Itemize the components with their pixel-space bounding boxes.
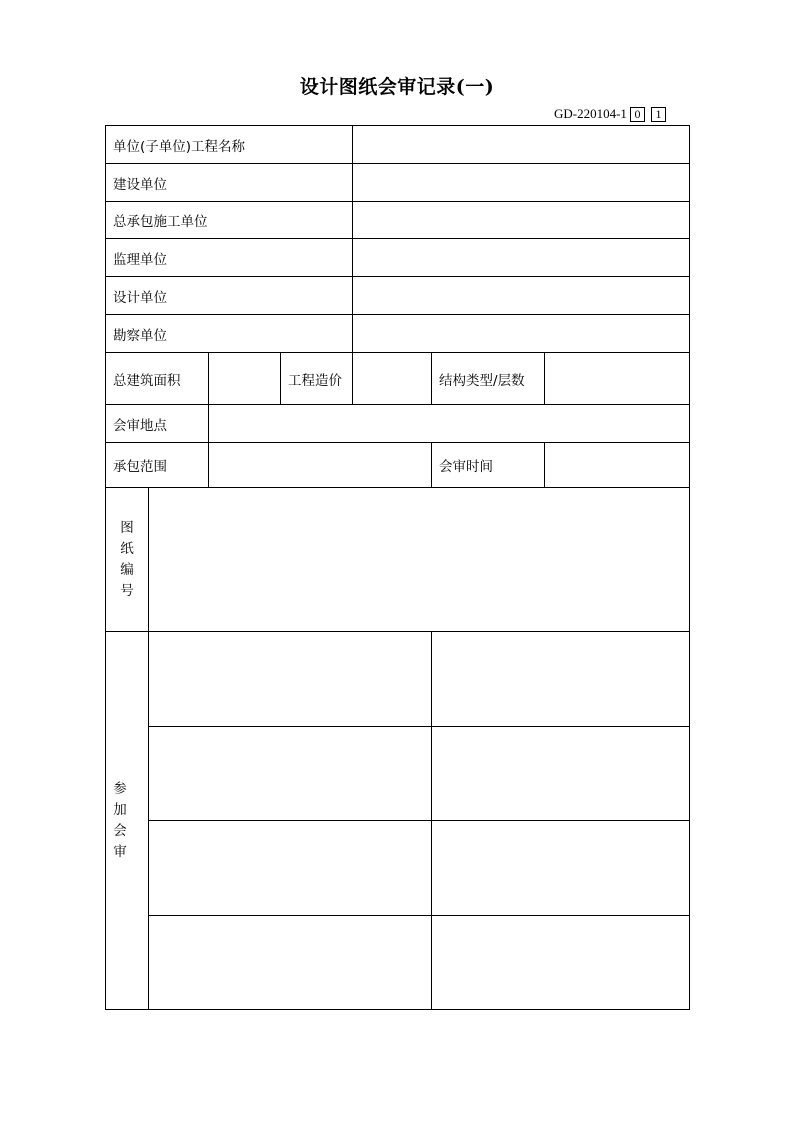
general-contractor-label: 总承包施工单位 <box>106 202 353 239</box>
participant-cell[interactable] <box>149 632 432 727</box>
document-code-box-2: 1 <box>651 107 666 122</box>
construction-unit-label: 建设单位 <box>106 164 353 202</box>
page-title: 设计图纸会审记录(一) <box>299 76 495 98</box>
project-cost-label: 工程造价 <box>281 353 353 405</box>
supervision-unit-field[interactable] <box>353 239 690 277</box>
project-name-label: 单位(子单位)工程名称 <box>106 126 353 164</box>
participant-cell[interactable] <box>432 632 690 727</box>
drawing-number-field[interactable] <box>149 488 690 632</box>
participant-cell[interactable] <box>432 916 690 1010</box>
project-cost-field[interactable] <box>353 353 432 405</box>
supervision-unit-label: 监理单位 <box>106 239 353 277</box>
participant-cell[interactable] <box>432 727 690 821</box>
document-code-box-1: 0 <box>630 107 645 122</box>
design-unit-field[interactable] <box>353 277 690 315</box>
total-floor-area-label: 总建筑面积 <box>106 353 209 405</box>
design-unit-label: 设计单位 <box>106 277 353 315</box>
general-contractor-field[interactable] <box>353 202 690 239</box>
document-code <box>554 106 666 122</box>
participant-cell[interactable] <box>149 821 432 916</box>
structure-type-field[interactable] <box>545 353 690 405</box>
participant-cell[interactable] <box>432 821 690 916</box>
review-record-form <box>105 125 690 1010</box>
review-location-label: 会审地点 <box>106 405 209 443</box>
document-code-prefix: GD-220104-1 <box>554 106 627 121</box>
drawing-number-label: 图纸编号 <box>106 488 149 632</box>
survey-unit-label: 勘察单位 <box>106 315 353 353</box>
participant-cell[interactable] <box>149 727 432 821</box>
survey-unit-field[interactable] <box>353 315 690 353</box>
review-time-label: 会审时间 <box>432 443 545 488</box>
project-name-field[interactable] <box>353 126 690 164</box>
contract-scope-field[interactable] <box>209 443 432 488</box>
construction-unit-field[interactable] <box>353 164 690 202</box>
contract-scope-label: 承包范围 <box>106 443 209 488</box>
review-location-field[interactable] <box>209 405 690 443</box>
total-floor-area-field[interactable] <box>209 353 281 405</box>
review-time-field[interactable] <box>545 443 690 488</box>
structure-type-label: 结构类型/层数 <box>432 353 545 405</box>
participants-label: 参加会审 <box>106 632 149 1010</box>
participant-cell[interactable] <box>149 916 432 1010</box>
